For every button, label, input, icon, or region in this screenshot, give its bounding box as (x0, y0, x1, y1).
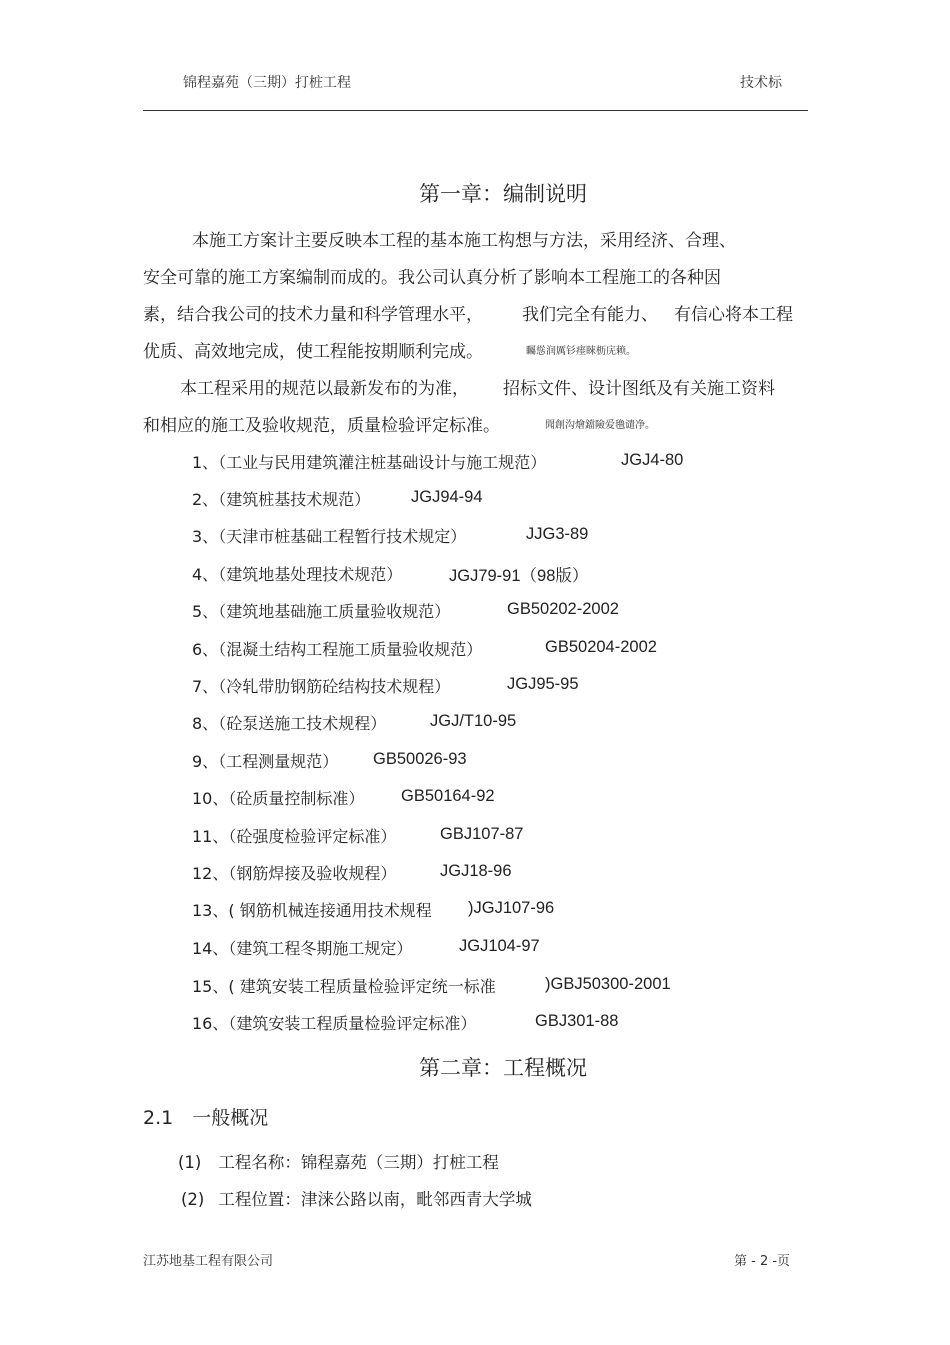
para1-line3b: 我们完全有能力、 (522, 305, 658, 325)
standard-num: 1、 (192, 453, 219, 472)
standard-num: 6、 (192, 640, 219, 659)
standard-code (411, 487, 483, 507)
standard-item (192, 1011, 476, 1034)
standard-code (468, 898, 554, 918)
standard-name: （建筑地基处理技术规范） (218, 565, 403, 584)
standard-num: 7、 (192, 677, 219, 696)
standard-name: （建筑工程冬期施工规定） (228, 939, 413, 958)
standard-code (430, 711, 516, 731)
standard-code-text: JGJ4-80 (621, 451, 684, 469)
standard-item (192, 898, 432, 921)
standard-code (440, 861, 512, 881)
standard-item (192, 599, 450, 622)
standard-item (192, 674, 450, 697)
standard-item (192, 450, 546, 473)
para1-line3c: 有信心将本工程 (674, 305, 793, 325)
overview-item-text: 工程位置：津涞公路以南，毗邻西青大学城 (218, 1190, 532, 1209)
standard-item (192, 936, 412, 959)
standard-code-text: JGJ94-94 (411, 488, 483, 506)
standard-code-text: GBJ301-88 (535, 1012, 619, 1030)
standard-item (192, 562, 402, 585)
standard-item (192, 824, 396, 847)
standard-num: 13、 (192, 901, 229, 920)
standard-num: 3、 (192, 527, 219, 546)
standard-code-text: JGJ18-96 (440, 862, 512, 880)
standard-item (192, 974, 496, 997)
standard-item (192, 524, 466, 547)
standard-code (535, 1011, 618, 1031)
standard-num: 14、 (192, 939, 229, 958)
footer-company: 江苏地基工程有限公司 (143, 1254, 274, 1269)
standard-code-text: GB50164-92 (401, 787, 495, 805)
standard-num: 8、 (192, 714, 219, 733)
para1-line1: 本施工方案计主要反映本工程的基本施工构想与方法，采用经济、合理、 (192, 231, 736, 251)
standard-item (192, 637, 482, 660)
standard-code (449, 562, 588, 586)
standard-name: （砼强度检验评定标准） (228, 827, 397, 846)
standard-code (545, 637, 657, 657)
standard-num: 11、 (192, 827, 229, 846)
standard-code-text: )GBJ50300-2001 (545, 975, 671, 993)
standard-code (459, 936, 540, 956)
standard-name: （建筑地基础施工质量验收规范） (218, 602, 451, 621)
para2-line2: 和相应的施工及验收规范，质量检验评定标准。 (143, 416, 500, 436)
para1-line4: 优质、高效地完成，使工程能按期顺利完成。 (143, 342, 483, 362)
standard-num: 10、 (192, 789, 229, 808)
para1-line3a: 素，结合我公司的技术力量和科学管理水平， (143, 305, 483, 325)
header-rule (143, 110, 808, 111)
standard-code-text: JGJ/T10-95 (430, 712, 517, 730)
standard-code (373, 749, 467, 769)
standard-code-text: JGJ104-97 (459, 937, 540, 955)
standard-code-text: JGJ79-91（98版） (449, 567, 589, 585)
standard-code-text: JGJ95-95 (507, 675, 579, 693)
standard-name: （天津市桩基础工程暂行技术规定） (218, 527, 467, 546)
standard-code (545, 974, 671, 994)
standard-name: （砼质量控制标准） (228, 789, 365, 808)
para2-line1b: 招标文件、设计图纸及有关施工资料 (503, 379, 775, 399)
standard-num: 2、 (192, 490, 219, 509)
overview-item (181, 1186, 532, 1210)
standard-name: ( 钢筋机械连接通用技术规程 (228, 901, 432, 920)
standard-num: 16、 (192, 1014, 229, 1033)
standard-code-text: GB50204-2002 (545, 638, 657, 656)
standard-name: （建筑安装工程质量检验评定标准） (228, 1014, 477, 1033)
standard-code-text: GB50202-2002 (507, 600, 619, 618)
standard-code-text: GBJ107-87 (440, 825, 524, 843)
standard-code-text: GB50026-93 (373, 750, 467, 768)
chapter2-title: 第二章：工程概况 (419, 1056, 587, 1080)
standard-item (192, 861, 396, 884)
overview-item-num: (1) (178, 1153, 202, 1172)
standard-num: 12、 (192, 864, 229, 883)
para1-noise: 矚慫润厲钐瘗睞枥庑赖。 (526, 346, 636, 357)
footer-page-number: 第 - 2 -页 (734, 1254, 791, 1269)
standard-code-text: JJG3-89 (526, 525, 589, 543)
standard-item (192, 487, 370, 510)
standard-code (507, 674, 579, 694)
standard-num: 15、 (192, 977, 229, 996)
standard-code (621, 450, 683, 470)
overview-item-text: 工程名称：锦程嘉苑（三期）打桩工程 (218, 1153, 499, 1172)
standard-name: （建筑桩基技术规范） (218, 490, 371, 509)
standard-code (401, 786, 495, 806)
standard-name: （冷轧带肋钢筋砼结构技术规程） (218, 677, 451, 696)
header-doc-type: 技术标 (740, 75, 782, 91)
para2-noise: 聞創沟燴鐺險爱氇谴净。 (545, 420, 655, 431)
standard-name: （工程测量规范） (218, 752, 339, 771)
chapter1-title: 第一章：编制说明 (419, 182, 587, 206)
standard-code (507, 599, 619, 619)
overview-item-num: (2) (181, 1190, 205, 1209)
standard-name: ( 建筑安装工程质量检验评定统一标准 (228, 977, 496, 996)
standard-item (192, 786, 364, 809)
standard-name: （混凝土结构工程施工质量验收规范） (218, 640, 483, 659)
standard-item (192, 711, 386, 734)
standard-code-text: )JGJ107-96 (468, 899, 555, 917)
overview-item (178, 1149, 499, 1173)
standard-code (440, 824, 523, 844)
standard-num: 4、 (192, 565, 219, 584)
standard-code (526, 524, 588, 544)
standard-item (192, 749, 338, 772)
standard-num: 5、 (192, 602, 219, 621)
standard-name: （工业与民用建筑灌注桩基础设计与施工规范） (218, 453, 547, 472)
standard-name: （钢筋焊接及验收规程） (228, 864, 397, 883)
para1-line2: 安全可靠的施工方案编制而成的。我公司认真分析了影响本工程施工的各种因 (143, 268, 721, 288)
para2-line1a: 本工程采用的规范以最新发布的为准， (180, 379, 469, 399)
standard-num: 9、 (192, 752, 219, 771)
standard-name: （砼泵送施工技术规程） (218, 714, 387, 733)
section-heading: 2.1 一般概况 (143, 1107, 269, 1129)
header-doc-title: 锦程嘉苑（三期）打桩工程 (183, 75, 351, 91)
